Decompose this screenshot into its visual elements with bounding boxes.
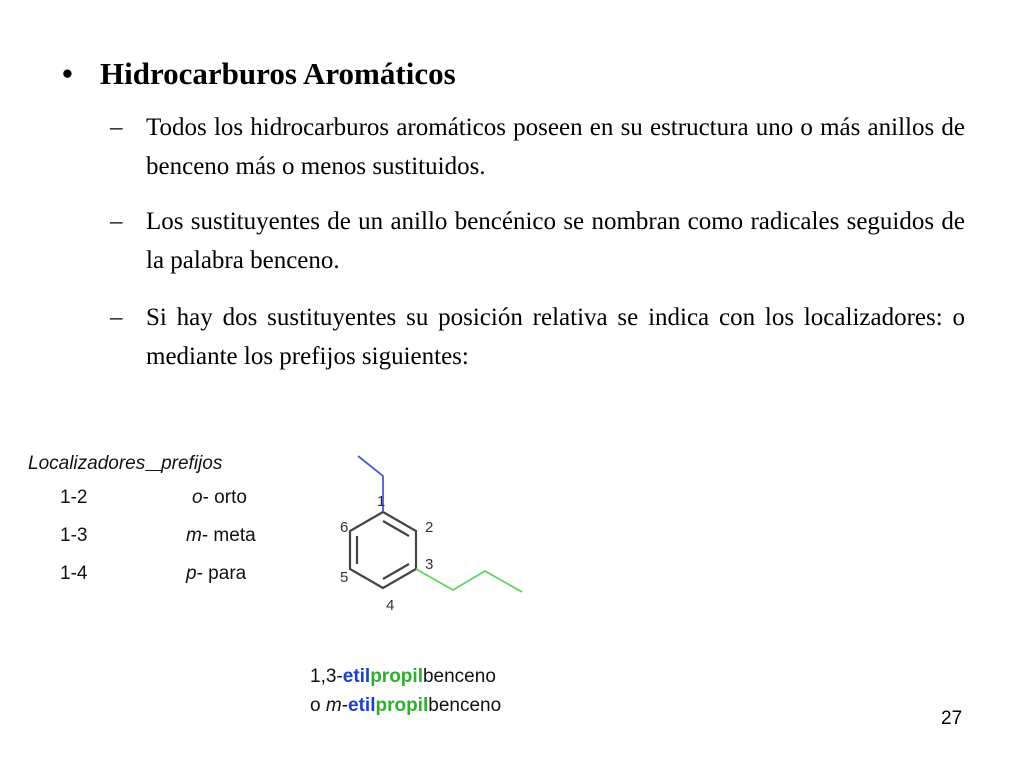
position-label-4: 4 (386, 597, 395, 614)
sub-point-text: Los sustituyentes de un anillo bencénico se nombran como radicales seguidos de la palabra benceno. (146, 208, 965, 274)
page-number: 27 (941, 708, 963, 729)
dash: – (110, 114, 123, 141)
compound-name-2: o m-etilpropilbenceno (310, 695, 502, 716)
sub-point-text: Si hay dos sustituyentes su posición relativa se indica con los localizadores: o mediante los prefijos siguientes: (146, 304, 965, 370)
slide-heading (62, 52, 456, 96)
heading-title: Hidrocarburos Aromáticos (100, 56, 456, 91)
position-label-3: 3 (425, 556, 434, 573)
localizadores-table-header (28, 453, 222, 475)
sub-point-3 (110, 298, 965, 376)
position-label-2: 2 (425, 519, 434, 536)
position-label-6: 6 (340, 519, 349, 536)
ethyl-highlight: etil (342, 666, 371, 687)
propyl-highlight: propil (370, 666, 423, 687)
dash: – (110, 208, 123, 235)
sub-point-1 (110, 108, 965, 186)
sub-point-2 (110, 202, 965, 280)
sub-point-text: Todos los hidrocarburos aromáticos poseen en su estructura uno o más anillos de benceno más o menos sustituidos. (146, 114, 965, 180)
table-row-prefix: o- orto (192, 487, 247, 508)
ethyl-highlight: etil (348, 695, 376, 716)
table-row-prefix: m- meta (186, 525, 256, 546)
propyl-highlight: propil (375, 695, 429, 716)
table-row-loc: 1-2 (60, 487, 88, 508)
position-label-1: 1 (377, 493, 386, 510)
header-localizadores: Localizadores (28, 453, 146, 474)
ethylpropylbenzene-structure (320, 440, 550, 620)
position-label-5: 5 (340, 569, 349, 586)
table-row-loc: 1-3 (60, 525, 88, 546)
table-row-prefix: p- para (186, 563, 247, 584)
header-prefijos: prefijos (161, 453, 223, 474)
benzene-ring (350, 512, 416, 588)
bullet: • (62, 56, 73, 91)
table-row-loc: 1-4 (60, 563, 88, 584)
dash: – (110, 304, 123, 331)
compound-name-1: 1,3-etilpropilbenceno (310, 666, 496, 687)
